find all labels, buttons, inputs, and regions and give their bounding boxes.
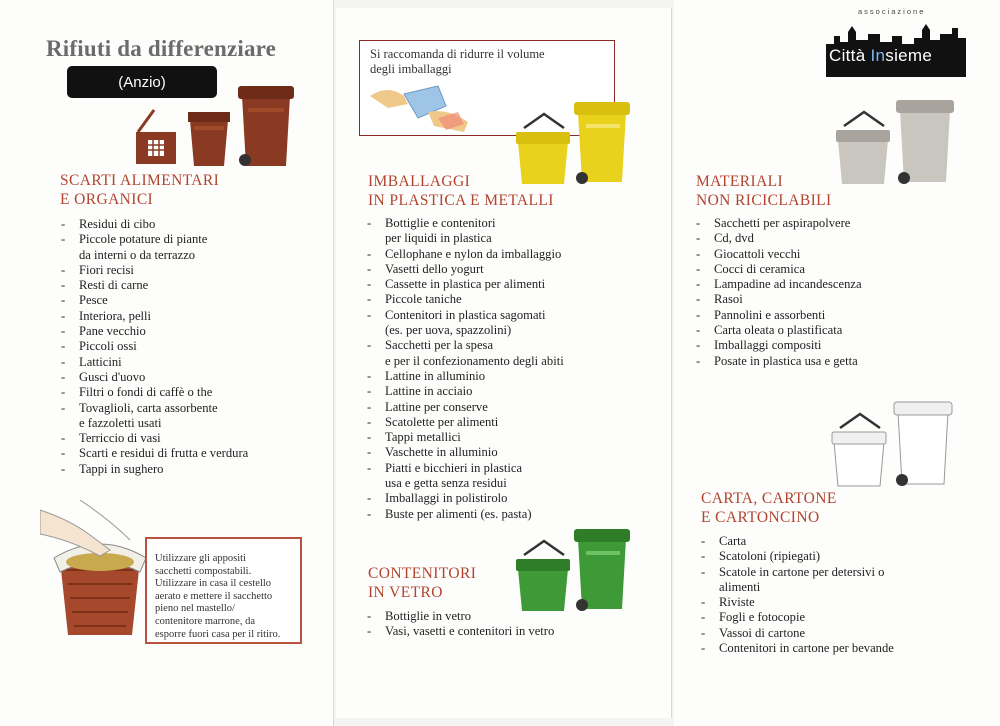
glass-title-line1: CONTENITORI: [368, 565, 477, 582]
list-item: - Buste per alimenti (es. pasta): [367, 507, 667, 522]
plastic-title-line1: IMBALLAGGI: [368, 173, 471, 190]
list-item: - Scatolette per alimenti: [367, 415, 667, 430]
list-item: e fazzoletti usati: [79, 415, 162, 430]
organic-title: [60, 171, 219, 209]
logo-name-part1: Città: [829, 46, 871, 65]
list-item: - Carta: [701, 534, 997, 549]
paper-title-line2: E CARTONCINO: [701, 509, 820, 526]
list-item: - Vasi, vasetti e contenitori in vetro: [367, 624, 667, 639]
list-item: per liquidi in plastica: [385, 231, 492, 246]
list-item: - Tappi in sughero: [61, 462, 331, 477]
list-item: - Tovaglioli, carta assorbente: [61, 401, 331, 416]
plastic-list: [367, 216, 667, 522]
note-line: contenitore marrone, da: [155, 615, 255, 627]
reduce-note-line1: Si raccomanda di ridurre il volume: [370, 47, 545, 61]
note-line: esporre fuori casa per il ritiro.: [155, 628, 281, 640]
list-item: (es. per uova, spazzolini): [385, 323, 512, 338]
list-item: - Piccole taniche: [367, 292, 667, 307]
plastic-title: [368, 172, 554, 210]
list-item: - Tappi metallici: [367, 430, 667, 445]
logo-tagline: associazione: [858, 7, 926, 16]
list-item: - Cassette in plastica per alimenti: [367, 277, 667, 292]
list-item: - Piatti e bicchieri in plastica: [367, 461, 667, 476]
list-item: - Riviste: [701, 595, 997, 610]
nonrecyclable-title: [696, 172, 832, 210]
list-item: - Imballaggi compositi: [696, 338, 996, 353]
list-item: - Resti di carne: [61, 278, 331, 293]
note-line: pieno nel mastello/: [155, 603, 235, 615]
list-item: - Cocci di ceramica: [696, 262, 996, 277]
list-item: - Piccole potature di piante: [61, 232, 331, 247]
list-item: alimenti: [719, 579, 761, 594]
compost-note: [145, 537, 302, 644]
list-item: - Lattine per conserve: [367, 400, 667, 415]
glass-title-line2: IN VETRO: [368, 584, 443, 601]
list-item: - Pesce: [61, 293, 331, 308]
list-item: - Bottiglie in vetro: [367, 609, 667, 624]
list-item: - Sacchetti per aspirapolvere: [696, 216, 996, 231]
list-item: - Latticini: [61, 355, 331, 370]
nonrecyclable-title-line1: MATERIALI: [696, 173, 784, 190]
list-item: - Scatole in cartone per detersivi o: [701, 565, 997, 580]
logo-name: [829, 46, 932, 66]
note-line: Utilizzare gli appositi: [155, 553, 246, 564]
white-bins-icon: [830, 398, 956, 490]
nonrecyclable-list: [696, 216, 996, 369]
note-line: sacchetti compostabili.: [155, 565, 252, 577]
list-item: - Pannolini e assorbenti: [696, 308, 996, 323]
nonrecyclable-title-line2: NON RICICLABILI: [696, 192, 832, 209]
list-item: - Gusci d'uovo: [61, 370, 331, 385]
note-line: Utilizzare in casa il cestello: [155, 578, 272, 590]
list-item: - Bottiglie e contenitori: [367, 216, 667, 231]
plastic-title-line2: IN PLASTICA E METALLI: [368, 192, 554, 209]
list-item: - Imballaggi in polistirolo: [367, 491, 667, 506]
list-item: - Cellophane e nylon da imballaggio: [367, 247, 667, 262]
paper-title-line1: CARTA, CARTONE: [701, 490, 837, 507]
list-item: - Fogli e fotocopie: [701, 610, 997, 625]
paper-list: [701, 534, 997, 656]
list-item: - Fiori recisi: [61, 263, 331, 278]
reduce-note-line2: degli imballaggi: [370, 62, 452, 76]
list-item: - Cd, dvd: [696, 231, 996, 246]
list-item: da interni o da terrazzo: [79, 247, 196, 262]
list-item: - Contenitori in plastica sagomati: [367, 308, 667, 323]
list-item: - Scatoloni (ripiegati): [701, 549, 997, 564]
glass-title: [368, 564, 476, 602]
list-item: - Piccoli ossi: [61, 339, 331, 354]
city-badge: (Anzio): [67, 66, 217, 98]
list-item: - Residui di cibo: [61, 217, 331, 232]
page-title: Rifiuti da differenziare: [46, 36, 277, 61]
list-item: - Lampadine ad incandescenza: [696, 277, 996, 292]
glass-list: [367, 609, 667, 640]
list-item: - Lattine in alluminio: [367, 369, 667, 384]
list-item: - Vaschette in alluminio: [367, 445, 667, 460]
green-bins-icon: [514, 525, 634, 617]
list-item: - Terriccio di vasi: [61, 431, 331, 446]
list-item: usa e getta senza residui: [385, 476, 507, 491]
note-line: aerato e mettere il sacchetto: [155, 590, 273, 602]
list-item: - Vasetti dello yogurt: [367, 262, 667, 277]
list-item: - Contenitori in cartone per bevande: [701, 641, 997, 656]
list-item: - Sacchetti per la spesa: [367, 338, 667, 353]
logo-name-part2: sieme: [885, 46, 933, 65]
list-item: - Carta oleata o plastificata: [696, 323, 996, 338]
list-item: - Posate in plastica usa e getta: [696, 354, 996, 369]
list-item: - Vassoi di cartone: [701, 626, 997, 641]
organic-list: [61, 217, 331, 477]
list-item: - Rasoi: [696, 292, 996, 307]
list-item: - Giocattoli vecchi: [696, 247, 996, 262]
hands-squeezing-packaging-icon: [368, 82, 478, 137]
list-item: - Filtri o fondi di caffè o the: [61, 385, 331, 400]
list-item: - Scarti e residui di frutta e verdura: [61, 446, 331, 461]
organic-title-line1: SCARTI ALIMENTARI: [60, 172, 220, 189]
paper-title: [701, 489, 837, 527]
list-item: - Pane vecchio: [61, 324, 331, 339]
list-item: e per il confezionamento degli abiti: [385, 353, 564, 368]
compost-bucket-icon: [40, 500, 160, 645]
list-item: - Lattine in acciaio: [367, 384, 667, 399]
grey-bins-icon: [834, 96, 958, 188]
brown-bins-icon: [130, 82, 300, 172]
logo-name-highlight: In: [870, 46, 886, 65]
list-item: - Interiora, pelli: [61, 309, 331, 324]
organic-title-line2: E ORGANICI: [60, 191, 154, 208]
